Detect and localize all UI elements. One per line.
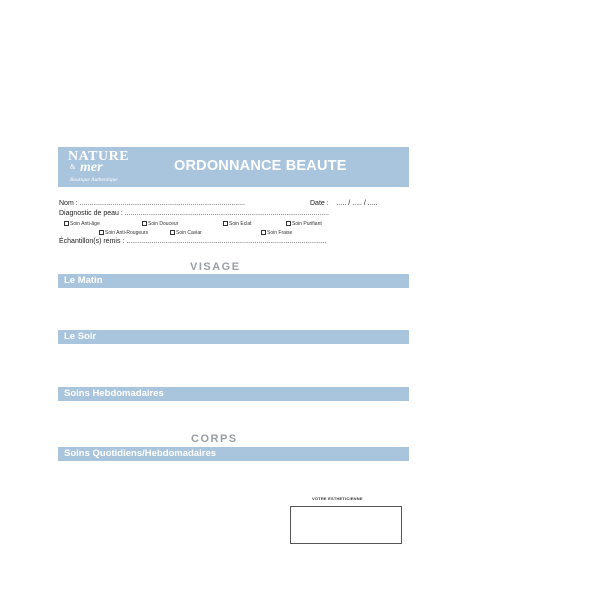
nature-et-mer-logo — [66, 149, 148, 187]
care-option-label: Soin Anti-âge — [70, 221, 100, 227]
care-option[interactable] — [170, 230, 202, 236]
logo-ampersand: & — [70, 163, 76, 171]
soins-quotidiens-band: Soins Quotidiens/Hebdomadaires — [58, 447, 409, 461]
nom-field[interactable] — [59, 200, 245, 207]
checkbox-icon[interactable] — [142, 221, 147, 226]
care-option[interactable] — [286, 221, 322, 227]
checkbox-icon[interactable] — [170, 230, 175, 235]
diagnostic-dots: ......................................................................................................... — [124, 210, 329, 217]
care-option[interactable] — [142, 221, 178, 227]
corps-heading: CORPS — [191, 433, 238, 445]
care-option[interactable] — [223, 221, 252, 227]
echantillons-label: Échantillon(s) remis : — [59, 238, 125, 245]
care-option[interactable] — [99, 230, 148, 236]
document-title: ORDONNANCE BEAUTE — [174, 158, 347, 174]
logo-nature-text: NATURE — [68, 149, 130, 164]
date-value: ..... / ..... / ..... — [336, 200, 378, 207]
signature-label: VOTRE ESTHETICIENNE — [312, 496, 363, 501]
nom-label: Nom : — [59, 200, 78, 207]
prescription-document — [58, 147, 409, 545]
signature-box[interactable] — [290, 506, 402, 544]
care-option-label: Soin Caviar — [176, 230, 202, 236]
care-option-label: Soin Anti-Rougeurs — [105, 230, 149, 236]
care-option[interactable] — [64, 221, 100, 227]
le-matin-band: Le Matin — [58, 274, 409, 288]
checkbox-icon[interactable] — [64, 221, 69, 226]
header-banner — [58, 147, 409, 187]
date-label: Date : — [310, 200, 329, 207]
visage-heading: VISAGE — [190, 261, 241, 273]
echantillons-dots: ....................................................................................................... — [126, 238, 327, 245]
checkbox-icon[interactable] — [99, 230, 104, 235]
care-option-label: Soin Fraise — [267, 230, 293, 236]
echantillons-field[interactable] — [59, 238, 327, 245]
care-option-label: Soin Purifiant — [292, 221, 322, 227]
logo-tagline: Boutique Authentique — [70, 177, 118, 183]
nom-dots: ..................................................................................... — [79, 200, 245, 207]
checkbox-icon[interactable] — [261, 230, 266, 235]
diagnostic-field[interactable] — [59, 210, 329, 217]
care-option[interactable] — [261, 230, 292, 236]
care-option-label: Soin Douceur — [148, 221, 179, 227]
date-field[interactable] — [310, 200, 377, 207]
diagnostic-label: Diagnostic de peau : — [59, 210, 123, 217]
checkbox-icon[interactable] — [223, 221, 228, 226]
soins-hebdomadaires-band: Soins Hebdomadaires — [58, 387, 409, 401]
checkbox-icon[interactable] — [286, 221, 291, 226]
le-soir-band: Le Soir — [58, 330, 409, 344]
logo-mer-text: mer — [80, 160, 103, 175]
care-option-label: Soin Eclat — [229, 221, 252, 227]
